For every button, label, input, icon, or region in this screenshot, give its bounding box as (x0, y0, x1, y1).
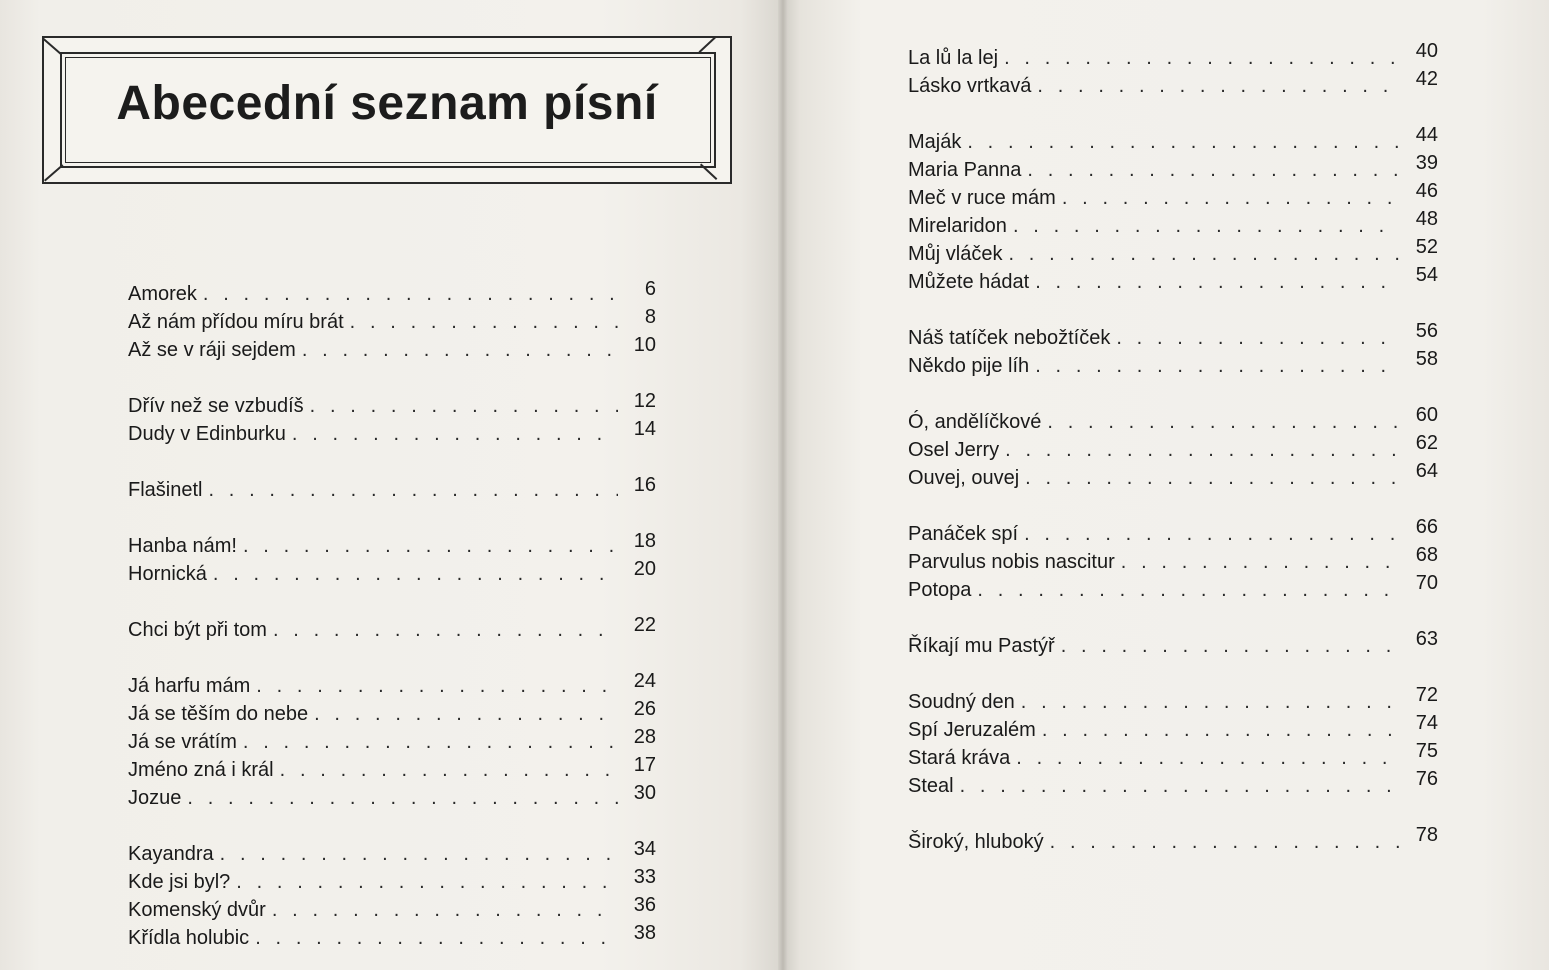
page-number: 24 (633, 670, 656, 692)
page-number: 6 (644, 278, 656, 300)
toc-entry (908, 684, 1438, 716)
song-title: Mirelaridon (908, 215, 1007, 237)
song-title: Hornická (128, 563, 207, 585)
song-title: Stará kráva (908, 747, 1011, 769)
toc-entry (128, 700, 656, 728)
frame-corner-tl (43, 38, 62, 55)
dot-leader (1035, 268, 1400, 296)
dot-leader (1016, 744, 1400, 772)
dot-leader (1121, 548, 1400, 576)
toc-entry (908, 236, 1438, 268)
toc-group (128, 532, 656, 588)
toc-group (128, 392, 656, 448)
page-number: 44 (1415, 124, 1438, 146)
dot-leader (1116, 324, 1400, 352)
page-number: 68 (1415, 544, 1438, 566)
page-number: 34 (633, 838, 656, 860)
song-title: Já se těším do nebe (128, 703, 309, 725)
toc-entry (908, 460, 1438, 492)
toc-entry (908, 264, 1438, 296)
toc-entry (908, 152, 1438, 184)
song-title: Maria Panna (908, 159, 1022, 181)
toc-entry (128, 476, 656, 504)
song-title: Steal (908, 775, 954, 797)
dot-leader (1035, 352, 1400, 380)
page-number: 33 (633, 866, 656, 888)
song-title: Lásko vrtkavá (908, 75, 1032, 97)
toc-group (128, 280, 656, 364)
dot-leader (310, 392, 618, 420)
dot-leader (256, 672, 618, 700)
page-number: 22 (633, 614, 656, 636)
toc-entry (128, 420, 656, 448)
toc-group (128, 672, 656, 812)
toc-entry (908, 516, 1438, 548)
song-title: Někdo pije líh (908, 355, 1030, 377)
song-title: Můj vláček (908, 243, 1003, 265)
toc-entry (908, 348, 1438, 380)
page-number: 8 (644, 306, 656, 328)
dot-leader (243, 532, 618, 560)
song-title: Hanba nám! (128, 535, 237, 557)
toc-entry (128, 616, 656, 644)
dot-leader (292, 420, 618, 448)
toc-entry (128, 336, 656, 364)
song-title: Křídla holubic (128, 927, 250, 949)
dot-leader (1025, 464, 1400, 492)
song-title: Ouvej, ouvej (908, 467, 1020, 489)
toc-entry (128, 728, 656, 756)
toc-entry (128, 924, 656, 952)
page-number: 10 (633, 334, 656, 356)
toc-entry (128, 896, 656, 924)
song-title: Dudy v Edinburku (128, 423, 286, 445)
page-number: 48 (1415, 208, 1438, 230)
song-title: Osel Jerry (908, 439, 1000, 461)
page-number: 78 (1415, 824, 1438, 846)
dot-leader (967, 128, 1400, 156)
dot-leader (350, 308, 618, 336)
page-number: 42 (1415, 68, 1438, 90)
song-title: Až se v ráji sejdem (128, 339, 296, 361)
dot-leader (1024, 520, 1400, 548)
dot-leader (203, 280, 618, 308)
song-title: Kayandra (128, 843, 214, 865)
dot-leader (977, 576, 1400, 604)
song-title: Flašinetl (128, 479, 203, 501)
song-title: Až nám přídou míru brát (128, 311, 344, 333)
toc-left-column (128, 280, 656, 952)
song-title: Můžete hádat (908, 271, 1030, 293)
dot-leader (302, 336, 618, 364)
page-number: 63 (1415, 628, 1438, 650)
toc-entry (908, 572, 1438, 604)
dot-leader (314, 700, 618, 728)
song-title: Jméno zná i král (128, 759, 274, 781)
song-title: Já se vrátím (128, 731, 237, 753)
toc-group (908, 516, 1438, 604)
toc-group (128, 476, 656, 504)
toc-entry (908, 208, 1438, 240)
page-number: 64 (1415, 460, 1438, 482)
dot-leader (1047, 408, 1400, 436)
toc-group (128, 616, 656, 644)
page-number: 62 (1415, 432, 1438, 454)
toc-entry (908, 712, 1438, 744)
song-title: Potopa (908, 579, 972, 601)
song-title: Amorek (128, 283, 197, 305)
song-title: La lů la lej (908, 47, 999, 69)
toc-entry (908, 124, 1438, 156)
song-title: Panáček spí (908, 523, 1019, 545)
title-frame (42, 36, 732, 184)
toc-group (908, 684, 1438, 800)
frame-corner-bl (44, 164, 63, 181)
toc-group (908, 40, 1438, 100)
dot-leader (1061, 632, 1400, 660)
toc-entry (128, 308, 656, 336)
dot-leader (1005, 436, 1400, 464)
dot-leader (1027, 156, 1400, 184)
page-number: 56 (1415, 320, 1438, 342)
page-number: 60 (1415, 404, 1438, 426)
toc-entry (908, 320, 1438, 352)
dot-leader (272, 896, 618, 924)
page-number: 17 (633, 754, 656, 776)
page-number: 28 (633, 726, 656, 748)
dot-leader (236, 868, 618, 896)
page-number: 38 (633, 922, 656, 944)
page-number: 16 (633, 474, 656, 496)
song-title: Já harfu mám (128, 675, 251, 697)
toc-group (908, 404, 1438, 492)
dot-leader (1021, 688, 1400, 716)
dot-leader (1008, 240, 1400, 268)
page-number: 26 (633, 698, 656, 720)
toc-entry (908, 628, 1438, 660)
toc-group (908, 124, 1438, 296)
song-title: Spí Jeruzalém (908, 719, 1036, 741)
song-title: Chci být při tom (128, 619, 267, 641)
page-number: 14 (633, 418, 656, 440)
song-title: Kde jsi byl? (128, 871, 231, 893)
page-number: 70 (1415, 572, 1438, 594)
toc-right-column (908, 40, 1438, 856)
page-title: Abecední seznam písní (116, 77, 658, 130)
toc-entry (128, 784, 656, 812)
toc-entry (908, 180, 1438, 212)
page-number: 72 (1415, 684, 1438, 706)
toc-group (908, 320, 1438, 380)
dot-leader (1037, 72, 1400, 100)
dot-leader (273, 616, 618, 644)
toc-entry (908, 68, 1438, 100)
song-title: Meč v ruce mám (908, 187, 1056, 209)
toc-entry (908, 740, 1438, 772)
page-number: 75 (1415, 740, 1438, 762)
toc-entry (128, 840, 656, 868)
page-number: 58 (1415, 348, 1438, 370)
toc-entry (128, 756, 656, 784)
dot-leader (187, 784, 618, 812)
dot-leader (1042, 716, 1400, 744)
page-number: 40 (1415, 40, 1438, 62)
toc-entry (128, 868, 656, 896)
toc-group (908, 824, 1438, 856)
song-title: Maják (908, 131, 962, 153)
dot-leader (960, 772, 1400, 800)
frame-corner-tr (699, 37, 716, 53)
song-title: Soudný den (908, 691, 1015, 713)
page-number: 52 (1415, 236, 1438, 258)
dot-leader (255, 924, 618, 952)
page-number: 20 (633, 558, 656, 580)
song-title: Jozue (128, 787, 182, 809)
song-title: Parvulus nobis nascitur (908, 551, 1115, 573)
song-title: Dřív než se vzbudíš (128, 395, 304, 417)
toc-entry (908, 40, 1438, 72)
toc-entry (128, 532, 656, 560)
song-title: Komenský dvůr (128, 899, 266, 921)
song-title: Ó, andělíčkové (908, 411, 1042, 433)
toc-entry (908, 544, 1438, 576)
toc-entry (908, 768, 1438, 800)
dot-leader (1004, 44, 1400, 72)
page-number: 12 (633, 390, 656, 412)
dot-leader (208, 476, 618, 504)
page-number: 74 (1415, 712, 1438, 734)
song-title: Široký, hluboký (908, 831, 1044, 853)
song-title: Říkají mu Pastýř (908, 635, 1055, 657)
toc-group (908, 628, 1438, 660)
page-number: 30 (633, 782, 656, 804)
toc-entry (908, 824, 1438, 856)
book-gutter (778, 0, 788, 970)
toc-group (128, 840, 656, 952)
song-title: Náš tatíček nebožtíček (908, 327, 1111, 349)
toc-entry (908, 432, 1438, 464)
dot-leader (280, 756, 618, 784)
dot-leader (220, 840, 618, 868)
toc-entry (128, 392, 656, 420)
dot-leader (213, 560, 618, 588)
page-number: 46 (1415, 180, 1438, 202)
toc-entry (128, 672, 656, 700)
toc-entry (908, 404, 1438, 436)
page-number: 18 (633, 530, 656, 552)
dot-leader (1062, 184, 1400, 212)
page-number: 54 (1415, 264, 1438, 286)
toc-entry (128, 560, 656, 588)
page-number: 39 (1415, 152, 1438, 174)
page-number: 36 (633, 894, 656, 916)
dot-leader (1050, 828, 1400, 856)
page-number: 76 (1415, 768, 1438, 790)
page-number: 66 (1415, 516, 1438, 538)
dot-leader (243, 728, 618, 756)
dot-leader (1013, 212, 1400, 240)
toc-entry (128, 280, 656, 308)
